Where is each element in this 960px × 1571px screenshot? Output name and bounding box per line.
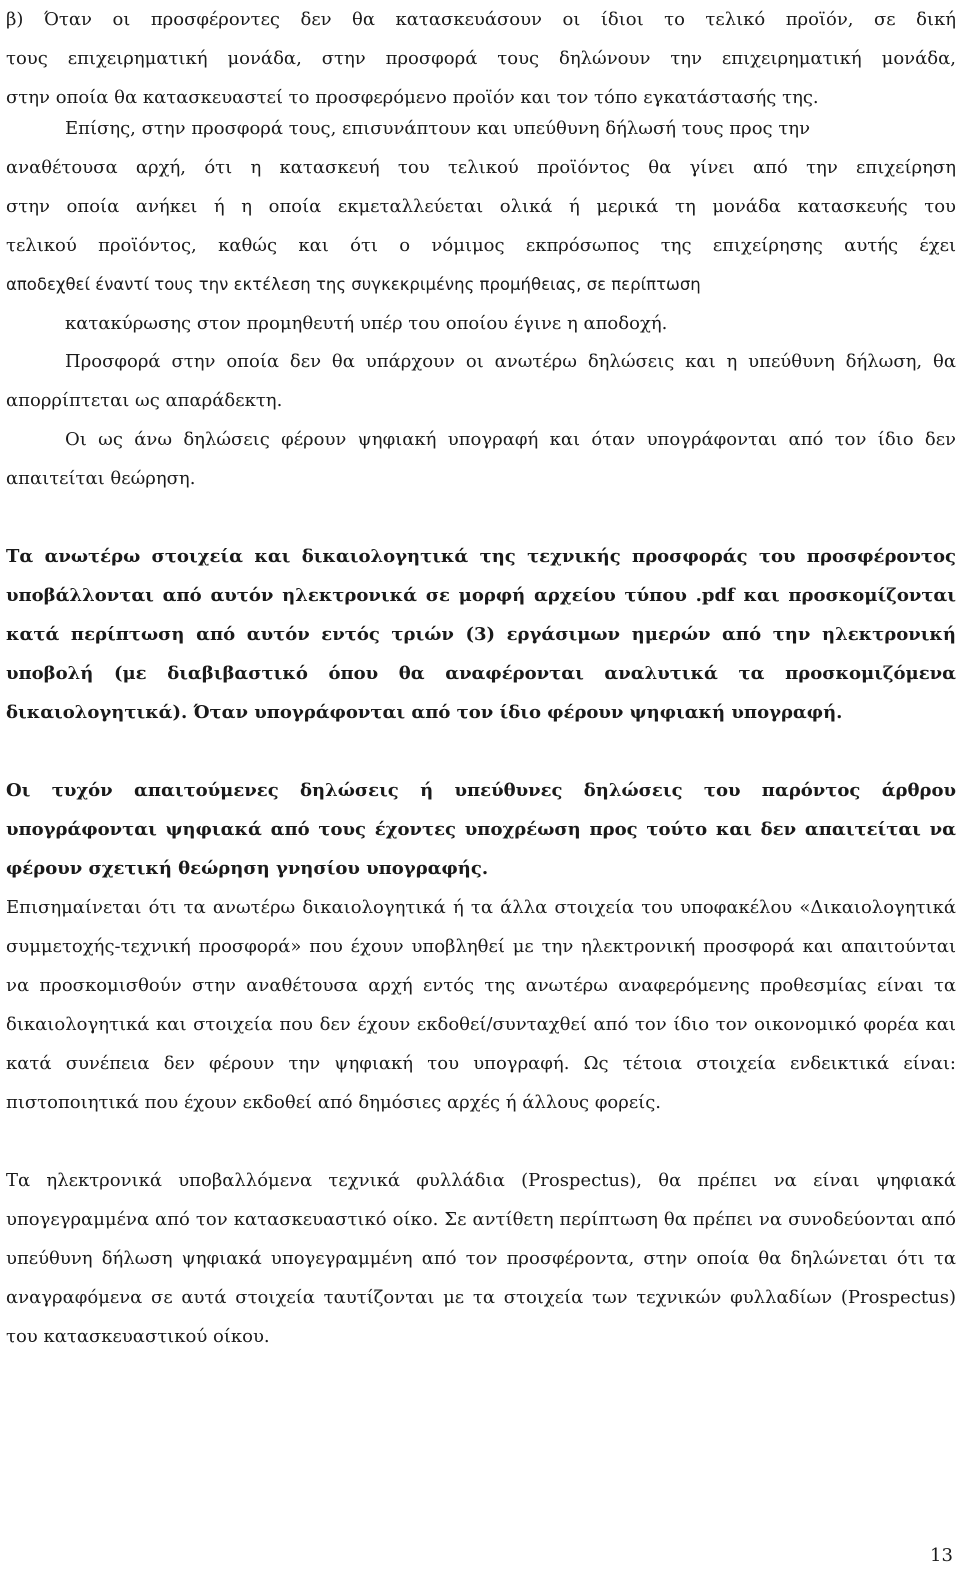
text-line: αποδεχθεί έναντί τους την εκτέλεση της συγκεκριμένης προμήθειας, σε περίπτωση: [6, 275, 701, 294]
page-number: 13: [930, 1545, 953, 1566]
text-line: τους επιχειρηματική μονάδα, στην προσφορά τους δηλώνουν την επιχειρηματική μονάδα,: [6, 48, 956, 69]
text-line: αναθέτουσα αρχή, ότι η κατασκευή του τελικού προϊόντος θα γίνει από την επιχείρηση: [6, 157, 956, 178]
paragraph-signature: Οι ως άνω δηλώσεις φέρουν ψηφιακή υπογραφή και όταν υπογράφονται από τον ίδιο δεν απαιτείται θεώρηση.: [6, 429, 956, 489]
text-line: β) Όταν οι προσφέροντες δεν θα κατασκευάσουν οι ίδιοι το τελικό προϊόν, σε δική: [6, 9, 956, 30]
text-line: Επίσης, στην προσφορά τους, επισυνάπτουν και υπεύθυνη δήλωσή τους προς την: [65, 118, 811, 139]
text-line: κατακύρωσης στον προμηθευτή υπέρ του οποίου έγινε η αποδοχή.: [65, 313, 668, 334]
text-line: στην οποία θα κατασκευαστεί το προσφερόμενο προϊόν και τον τόπο εγκατάστασής της.: [6, 87, 819, 108]
paragraph-notice: Επισημαίνεται ότι τα ανωτέρω δικαιολογητικά ή τα άλλα στοιχεία του υποφακέλου «Δικαιολογητικά συμμετοχής-τεχνική προσφορά» που έχουν υποβληθεί με την ηλεκτρονική προσφορά και απαιτούνται να προσκομισθούν στην αναθέτουσα αρχή εντός της ανωτέρω αναφερόμενης προθεσμίας είναι τα δικαιολογητικά και στοιχεία που δεν έχουν εκδοθεί/συνταχθεί από τον ίδιο τον οικονομικό φορέα και κατά συνέπεια δεν φέρουν την ψηφιακή του υπογραφή. Ως τέτοια στοιχεία ενδεικτικά είναι: πιστοποιητικά που έχουν εκδοθεί από δημόσιες αρχές ή άλλους φορείς.: [6, 897, 956, 1113]
paragraph-beta: [6, 0, 956, 117]
paragraph-declarations: Οι τυχόν απαιτούμενες δηλώσεις ή υπεύθυνες δηλώσεις του παρόντος άρθρου υπογράφονται ψηφιακά από τους έχοντες υποχρέωση προς τούτο και δεν απαιτείται να φέρουν σχετική θεώρηση γνησίου υπογραφής.: [6, 780, 956, 879]
paragraph-prospectus: Τα ηλεκτρονικά υποβαλλόμενα τεχνικά φυλλάδια (Prospectus), θα πρέπει να είναι ψηφιακά υπογεγραμμένα από τον κατασκευαστικό οίκο. Σε αντίθετη περίπτωση θα πρέπει να συνοδεύονται από υπεύθυνη δήλωση ψηφιακά υπογεγραμμένη από τον προσφέροντα, στην οποία θα δηλώνεται ότι τα αναγραφόμενα σε αυτά στοιχεία ταυτίζονται με τα στοιχεία των τεχνικών φυλλαδίων (Prospectus) του κατασκευαστικού οίκου.: [6, 1170, 956, 1347]
text-line: τελικού προϊόντος, καθώς και ότι ο νόμιμος εκπρόσωπος της επιχείρησης αυτής έχει: [6, 235, 956, 256]
text-line: στην οποία ανήκει ή η οποία εκμεταλλεύεται ολικά ή μερικά τη μονάδα κατασκευής του: [6, 196, 956, 217]
paragraph-rejection: Προσφορά στην οποία δεν θα υπάρχουν οι ανωτέρω δηλώσεις και η υπεύθυνη δήλωση, θα απορρίπτεται ως απαράδεκτη.: [6, 351, 956, 411]
paragraph-submission: Τα ανωτέρω στοιχεία και δικαιολογητικά της τεχνικής προσφοράς του προσφέροντος υποβάλλονται από αυτόν ηλεκτρονικά σε μορφή αρχείου τύπου .pdf και προσκομίζονται κατά περίπτωση από αυτόν εντός τριών (3) εργάσιμων ημερών από την ηλεκτρονική υποβολή (με διαβιβαστικό όπου θα αναφέρονται αναλυτικά τα προσκομιζόμενα δικαιολογητικά). Όταν υπογράφονται από τον ίδιο φέρουν ψηφιακή υπογραφή.: [6, 546, 956, 723]
paragraph-declaration: [6, 109, 956, 343]
